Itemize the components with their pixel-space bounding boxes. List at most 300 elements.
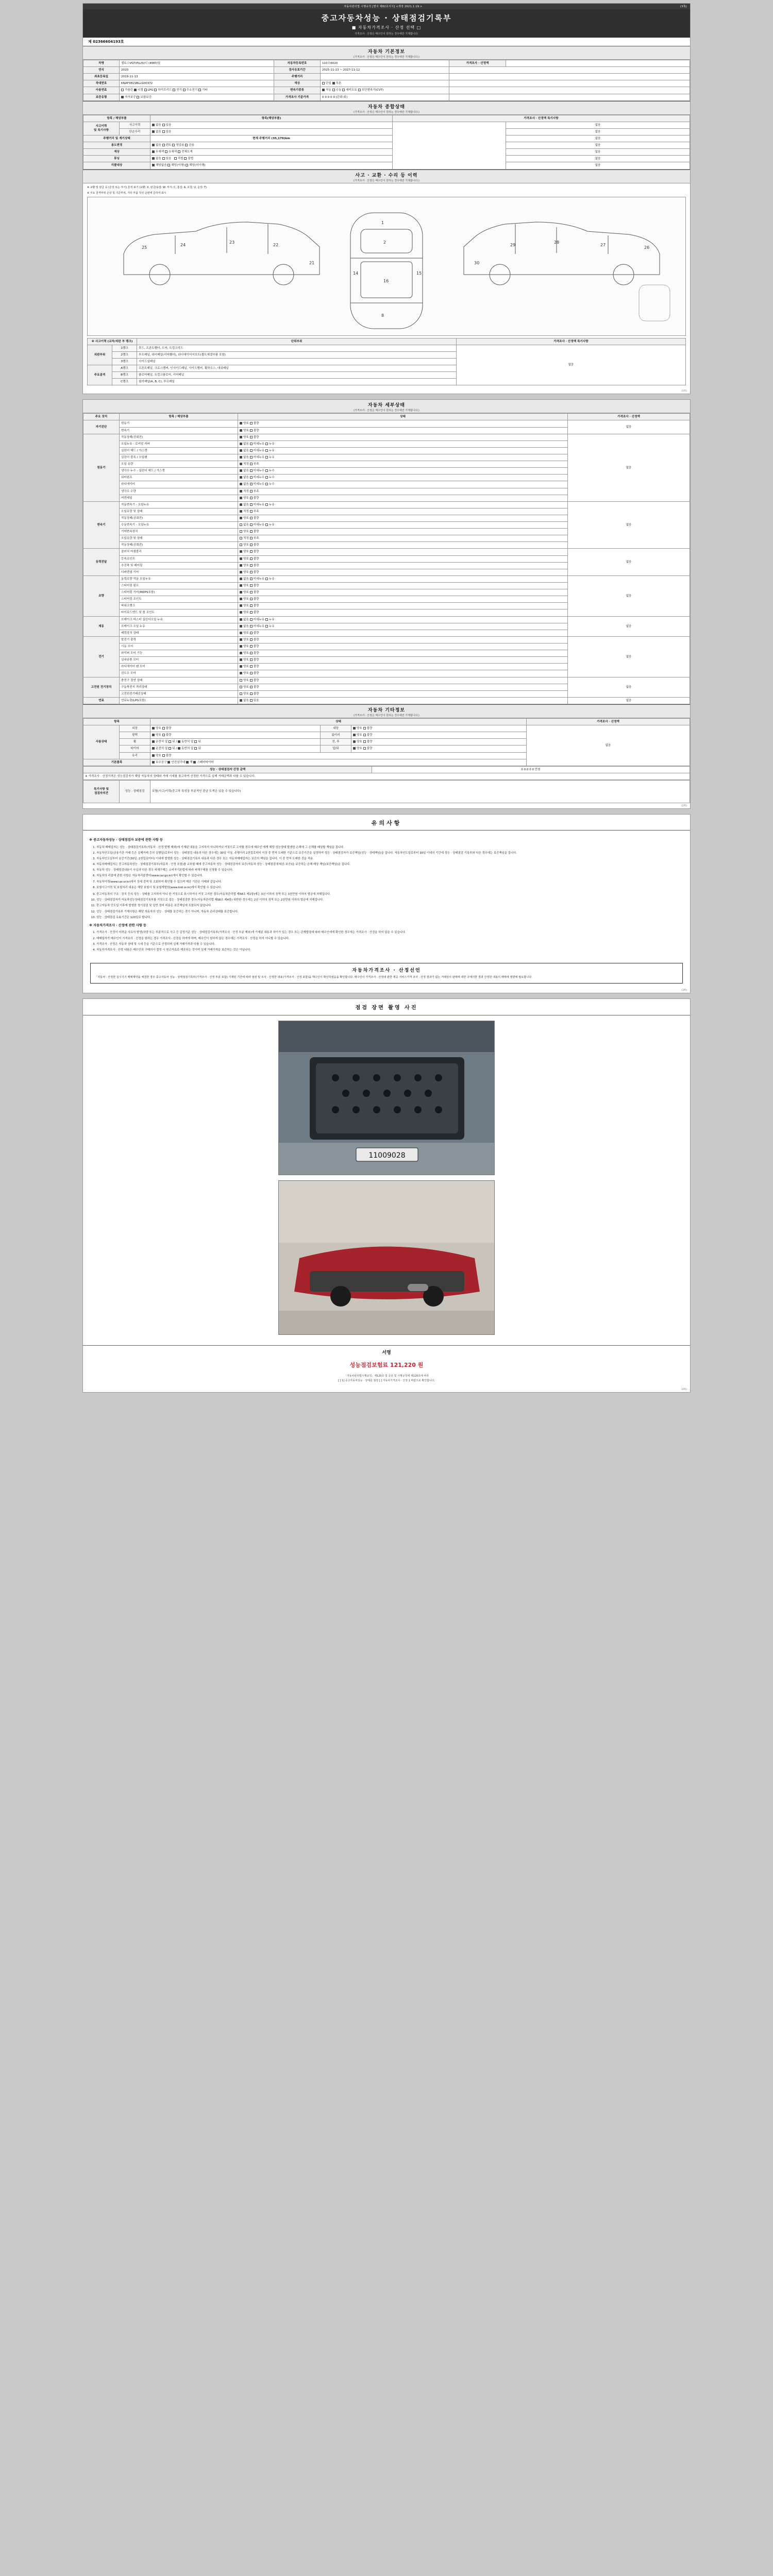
special-note-value: 보험(사고)이력(중고차 특성상 부분적인 판금 도색은 있을 수 있습니다) bbox=[150, 780, 690, 803]
checkbox-none[interactable] bbox=[240, 578, 242, 580]
checkbox-bad[interactable] bbox=[250, 665, 253, 668]
checkbox-use-gov[interactable] bbox=[185, 144, 188, 146]
detail-state-6-2: 양호 불량 bbox=[238, 650, 568, 657]
checkbox-fuel-hybrid[interactable] bbox=[154, 89, 157, 91]
etc-col-item: 항목 bbox=[83, 719, 150, 725]
checkbox-proper[interactable] bbox=[240, 510, 242, 513]
detail-state-1-2: 없음 미세누유 누유 bbox=[238, 447, 568, 454]
checkbox-fuel-gasoline[interactable] bbox=[121, 89, 124, 91]
detail-state-2-2: 양호 불량 bbox=[238, 515, 568, 521]
checkbox-wheel-pass-front[interactable] bbox=[178, 740, 180, 743]
checkbox-good[interactable] bbox=[240, 598, 242, 600]
table-row bbox=[83, 74, 690, 80]
checkbox-good[interactable] bbox=[240, 658, 242, 661]
checkbox-leak[interactable] bbox=[265, 476, 268, 479]
checkbox-bad[interactable] bbox=[250, 436, 253, 438]
checkbox-bad[interactable] bbox=[250, 517, 253, 519]
fee-value: 121,220 원 bbox=[390, 1362, 424, 1369]
checkbox-none[interactable] bbox=[240, 469, 242, 472]
checkbox-tuning-legal[interactable] bbox=[174, 157, 177, 160]
checkbox-recall-done[interactable] bbox=[167, 164, 170, 166]
fee-label: 성능점검보험료 bbox=[349, 1362, 388, 1369]
detail-state-1-6: 없음 미세누수 누수 bbox=[238, 474, 568, 481]
etc-col-state: 상태 bbox=[150, 719, 527, 725]
checkbox-none[interactable] bbox=[240, 443, 242, 445]
table-row bbox=[83, 156, 690, 162]
checkbox-good[interactable] bbox=[240, 557, 242, 560]
list-item: 2. 자동차인도일(금융기관 거래 등은 실제거래 등의 실행일)로부터 성능 · 상태점검 내용과 다른 경우에는 30일 이상, 주행거리 2천킬로미터 이상 중 먼저 도래한 기준으로 보증기간을 설정하여 성능 · 상태점검자가 보증책임(성능 · 상태책임)을 집니다. 자동차인도일로부터 30일 이내의 기간에 성능 · 상태점검 기록부와 다른 경우에는 보증책임을 집니다. bbox=[96, 851, 684, 856]
checkbox-none[interactable] bbox=[240, 618, 242, 621]
checkbox-micro[interactable] bbox=[250, 449, 253, 452]
checkbox-trans-manual[interactable] bbox=[332, 89, 335, 91]
checkbox-bad[interactable] bbox=[250, 584, 253, 587]
checkbox-good[interactable] bbox=[240, 591, 242, 594]
rank-panel-items-3: 사이드실패널 bbox=[137, 358, 457, 365]
bottom-note-line1: 「자동차관리법시행규칙」제120조 및 공단 및 시행규칙에 제120조에 따라 bbox=[344, 1375, 429, 1378]
checkbox-good[interactable] bbox=[240, 679, 242, 682]
checkbox-bad[interactable] bbox=[250, 550, 253, 553]
checkbox-recall-na[interactable] bbox=[152, 164, 155, 166]
checkbox-bad[interactable] bbox=[363, 747, 366, 750]
checkbox-bad[interactable] bbox=[162, 734, 165, 736]
detail-state-0-0: 양호 불량 bbox=[238, 420, 568, 427]
field-value-inspection: 2025-11-13 ~ 2027-11-12 bbox=[321, 67, 449, 74]
checkbox-good[interactable] bbox=[152, 727, 155, 730]
overall-col-price: 가격조사 · 산정액 특기사항 bbox=[393, 115, 690, 122]
field-label-trans: 변속기종류 bbox=[274, 87, 321, 94]
checkbox-good[interactable] bbox=[240, 530, 242, 533]
checkbox-none[interactable] bbox=[240, 449, 242, 452]
checkbox-low[interactable] bbox=[250, 490, 253, 493]
detail-state-6-3: 양호 불량 bbox=[238, 657, 568, 664]
svg-text:11009028: 11009028 bbox=[368, 1151, 406, 1160]
table-row bbox=[83, 773, 690, 779]
checkbox-good[interactable] bbox=[240, 544, 242, 546]
checkbox-micro[interactable] bbox=[250, 618, 253, 621]
list-item: 12. 성능 · 상태점검기록부 기재사항은 해당 자동차의 성능 · 상태를 보증하는 것이 아니며, 자동차 관리상태를 보증합니다. bbox=[96, 910, 684, 914]
section-etc-note: (가격조사 · 산정은 매수인이 원하는 경우에만 기재합니다.) bbox=[354, 714, 419, 717]
checkbox-bad[interactable] bbox=[363, 740, 366, 743]
checkbox-color-none[interactable] bbox=[152, 150, 155, 153]
checkbox-good[interactable] bbox=[353, 747, 356, 750]
detail-state-2-5: 적정 부족 bbox=[238, 535, 568, 542]
rank-col-price: 가격조사 · 산정액 특기사항 bbox=[457, 338, 686, 345]
checkbox-micro[interactable] bbox=[250, 483, 253, 485]
checkbox-bad[interactable] bbox=[250, 638, 253, 641]
checkbox-tire-front[interactable] bbox=[152, 747, 155, 750]
fuel-option-6: 기타 bbox=[202, 89, 208, 92]
checkbox-bad[interactable] bbox=[250, 679, 253, 682]
checkbox-good[interactable] bbox=[152, 734, 155, 736]
checkbox-yes[interactable] bbox=[250, 699, 253, 702]
detail-state-6-4: 양호 불량 bbox=[238, 664, 568, 670]
detail-state-2-3: 없음 미세누유 누유 bbox=[238, 522, 568, 529]
car-damage-diagram[interactable] bbox=[87, 197, 686, 336]
checkbox-good[interactable] bbox=[240, 497, 242, 499]
rank-frame-c: C랭크 bbox=[112, 379, 137, 385]
table-row bbox=[83, 501, 690, 508]
checkbox-good[interactable] bbox=[353, 740, 356, 743]
svg-text:24: 24 bbox=[180, 242, 186, 247]
svg-text:26: 26 bbox=[644, 245, 650, 250]
checkbox-bad[interactable] bbox=[250, 544, 253, 546]
checkbox-good[interactable] bbox=[240, 564, 242, 567]
checkbox-good[interactable] bbox=[240, 436, 242, 438]
detail-item-4-0: 동력조향 작동 오일누유 bbox=[120, 575, 238, 582]
detail-group-0: 자기진단 bbox=[83, 420, 120, 434]
checkbox-leak[interactable] bbox=[265, 443, 268, 445]
checkbox-micro[interactable] bbox=[250, 503, 253, 506]
checkbox-none[interactable] bbox=[240, 523, 242, 526]
checkbox-good[interactable] bbox=[240, 550, 242, 553]
detail-group-3: 동력전달 bbox=[83, 549, 120, 575]
checkbox-warranty-self[interactable] bbox=[121, 96, 124, 98]
table-row bbox=[83, 122, 690, 128]
detail-item-0-1: 변속기 bbox=[120, 427, 238, 434]
section-basic-info-header bbox=[83, 46, 690, 60]
checkbox-trans-cvt[interactable] bbox=[358, 89, 361, 91]
checkbox-color-full[interactable] bbox=[178, 150, 180, 153]
overall-note-6: 없음 bbox=[506, 162, 690, 169]
checkbox-none[interactable] bbox=[240, 456, 242, 459]
detail-state-4-1: 양호 불량 bbox=[238, 583, 568, 589]
checkbox-trans-semi[interactable] bbox=[342, 89, 345, 91]
table-row bbox=[83, 766, 690, 773]
checkbox-micro[interactable] bbox=[250, 625, 253, 628]
overall-note-3: 없음 bbox=[506, 142, 690, 149]
checkbox-leak[interactable] bbox=[265, 578, 268, 580]
table-row bbox=[83, 149, 690, 156]
table-row bbox=[83, 80, 690, 87]
photo-underbody-front[interactable] bbox=[278, 1021, 495, 1175]
price-col-cell-1 bbox=[506, 60, 690, 67]
checkbox-none[interactable] bbox=[240, 625, 242, 628]
table-row bbox=[83, 128, 690, 135]
checkbox-bad[interactable] bbox=[250, 632, 253, 634]
checkbox-good[interactable] bbox=[240, 571, 242, 573]
checkbox-leak[interactable] bbox=[265, 503, 268, 506]
field-value-vin: KNAF381SBLLG00372 bbox=[120, 80, 274, 87]
checkbox-micro[interactable] bbox=[250, 476, 253, 479]
special-note-sub: 성능 · 상태점검 bbox=[120, 780, 150, 803]
row-label-usechange: 용도변경 bbox=[83, 142, 150, 149]
field-label-plate: 자동차등록번호 bbox=[274, 60, 321, 67]
detail-state-5-0: 없음 미세누유 누유 bbox=[238, 616, 568, 623]
checkbox-good[interactable] bbox=[240, 422, 242, 425]
etc-label-basic-items: 기본품목 bbox=[83, 759, 150, 766]
checkbox-good[interactable] bbox=[240, 632, 242, 634]
checkbox-good[interactable] bbox=[240, 429, 242, 432]
detail-item-7-1: 구동축전지 격리상태 bbox=[120, 684, 238, 690]
checkbox-trans-auto[interactable] bbox=[322, 89, 325, 91]
list-item: 6. 자동차의 리콜에 관한 사항은 자동차리콜센터(www.car.go.kr)에서 확인할 수 있습니다. bbox=[96, 874, 684, 878]
table-header-row bbox=[83, 115, 690, 122]
list-item: 1. 가격조사 · 산정이 어려운 사유의 발생(차량 또는 부분적으로 사고 등 감정기준 성능 · 상태점검기록부(가격조사 · 산정 부분 제외)에 기재된 내용과 차이가 있는 경우 또는 관계법령에 따라 매수인에게 확인한 경우에는 가격조사 · 산정을 하지 않을 수 있습니다. bbox=[96, 930, 684, 935]
checkbox-tire-pass-rear[interactable] bbox=[194, 747, 197, 750]
checkbox-good[interactable] bbox=[240, 517, 242, 519]
fuel-option-2: LPG bbox=[147, 89, 154, 92]
detail-state-6-5: 양호 불량 bbox=[238, 670, 568, 677]
checkbox-leak[interactable] bbox=[265, 449, 268, 452]
price-col-cell-3 bbox=[449, 74, 690, 80]
detail-group-7: 고전원 전기장치 bbox=[83, 677, 120, 697]
checkbox-bad[interactable] bbox=[250, 645, 253, 648]
table-row bbox=[83, 575, 690, 582]
checkbox-none[interactable] bbox=[240, 503, 242, 506]
checkbox-bad[interactable] bbox=[250, 564, 253, 567]
checkbox-accident-yes[interactable] bbox=[162, 124, 165, 126]
section-basic-title: 자동차 기본정보 bbox=[368, 49, 405, 55]
checkbox-good[interactable] bbox=[240, 611, 242, 614]
detail-price-4: 없음 bbox=[568, 575, 690, 616]
detail-state-7-0: 양호 불량 bbox=[238, 677, 568, 684]
checkbox-bad[interactable] bbox=[250, 692, 253, 695]
checkbox-leak[interactable] bbox=[265, 469, 268, 472]
rank-group-panel: 외판부위 bbox=[88, 345, 112, 365]
detail-state-8-0: 없음 있음 bbox=[238, 697, 568, 704]
checkbox-bad[interactable] bbox=[363, 734, 366, 736]
detail-item-4-5: 타이로드엔드 및 볼 조인트 bbox=[120, 609, 238, 616]
svg-text:15: 15 bbox=[416, 270, 422, 276]
checkbox-bad[interactable] bbox=[250, 422, 253, 425]
notice-title: 유의사항 bbox=[83, 815, 690, 831]
detail-item-3-2: 추진축 및 베어링 bbox=[120, 562, 238, 569]
svg-text:27: 27 bbox=[600, 242, 606, 247]
checkbox-good[interactable] bbox=[240, 638, 242, 641]
list-item: 4. 자동차매매업자는 중고자동차성능 · 상태점검기록부(자동차 · 산정 포함)를 교부할 때에 중고자동차 성능 · 상태점검자의 보증(자동차 성능 · 상태점검에 따른 보증)을 보증하는 손해 배상 책임(보증책임)을 집니다. bbox=[96, 862, 684, 867]
checkbox-bad[interactable] bbox=[250, 686, 253, 688]
checkbox-fuel-ev[interactable] bbox=[173, 89, 175, 91]
checkbox-warranty-ins[interactable] bbox=[137, 96, 139, 98]
etc-label-wheel2: 전, 후 bbox=[321, 739, 351, 745]
checkbox-bad[interactable] bbox=[250, 611, 253, 614]
page-footer-3: (3쪽) bbox=[681, 989, 687, 992]
price-summary-note: ※ 가격조사 · 산정가격은 성능점검자가 해당 자동차의 상태와 거래 시세를 참고하여 산정한 가격으로 실제 거래금액과 다를 수 있습니다. bbox=[83, 773, 690, 779]
table-row bbox=[88, 345, 686, 351]
checkbox-good[interactable] bbox=[240, 692, 242, 695]
checkbox-spare[interactable] bbox=[193, 761, 196, 764]
checkbox-tuning-illegal[interactable] bbox=[184, 157, 187, 160]
checkbox-good[interactable] bbox=[240, 604, 242, 607]
detail-item-6-1: 시동 모터 bbox=[120, 643, 238, 650]
table-row bbox=[83, 434, 690, 440]
checkbox-bad[interactable] bbox=[162, 727, 165, 730]
checkbox-recall-undone[interactable] bbox=[186, 164, 188, 166]
checkbox-wheel-front-good[interactable] bbox=[152, 740, 155, 743]
document-number-row bbox=[83, 38, 690, 46]
overall-note-4: 없음 bbox=[506, 149, 690, 156]
basic-item-1: 안전삼각대 bbox=[171, 760, 186, 764]
checkbox-leak[interactable] bbox=[265, 618, 268, 621]
checkbox-wheel-rear[interactable] bbox=[169, 740, 171, 743]
checkbox-proper[interactable] bbox=[240, 490, 242, 493]
checkbox-fuel-lpg[interactable] bbox=[144, 89, 147, 91]
checkbox-good[interactable] bbox=[240, 645, 242, 648]
checkbox-color-chroma[interactable] bbox=[165, 150, 167, 153]
detail-item-1-3: 실린더 블록 / 오일팬 bbox=[120, 454, 238, 461]
checkbox-proper[interactable] bbox=[240, 537, 242, 539]
checkbox-bad[interactable] bbox=[250, 497, 253, 499]
checkbox-leak[interactable] bbox=[265, 625, 268, 628]
price-col-header: 가격조사 · 산정액 bbox=[449, 60, 506, 67]
checkbox-good[interactable] bbox=[240, 686, 242, 688]
checkbox-bad[interactable] bbox=[162, 754, 165, 757]
checkbox-none[interactable] bbox=[240, 699, 242, 702]
checkbox-fuel-etc[interactable] bbox=[198, 89, 201, 91]
checkbox-tuning-none[interactable] bbox=[152, 157, 155, 160]
detail-item-4-3: 스티어링 조인트 bbox=[120, 596, 238, 603]
overall-state-table bbox=[83, 115, 690, 170]
signature-title: 서명 bbox=[83, 1345, 690, 1359]
checkbox-use-none[interactable] bbox=[152, 144, 155, 146]
checkbox-tire-pass-front[interactable] bbox=[178, 747, 180, 750]
field-label-fuel: 사용연료 bbox=[83, 87, 120, 94]
detail-item-2-0: 자동변속기 - 오일누유 bbox=[120, 501, 238, 508]
checkbox-micro[interactable] bbox=[250, 578, 253, 580]
etc-label-polish: 광택 bbox=[120, 732, 150, 739]
table-row bbox=[83, 60, 690, 67]
checkbox-none[interactable] bbox=[240, 476, 242, 479]
checkbox-micro[interactable] bbox=[250, 443, 253, 445]
detail-item-4-4: 파워크랭크 bbox=[120, 603, 238, 609]
section-accident-header bbox=[83, 170, 690, 183]
checkbox-bad[interactable] bbox=[250, 658, 253, 661]
row-value-tuning: 없음 있음 적법 불법 bbox=[150, 156, 393, 162]
etc-label-wheel: 휠 bbox=[120, 739, 150, 745]
checkbox-proper[interactable] bbox=[240, 463, 242, 465]
checkbox-fuel-diesel[interactable] bbox=[134, 89, 137, 91]
price-survey-note: 가격조사 · 산정은 매수인이 원하는 경우에만 기재합니다. bbox=[355, 32, 418, 36]
checkbox-low[interactable] bbox=[250, 463, 253, 465]
detail-item-6-4: 라디에이터 팬 모터 bbox=[120, 664, 238, 670]
detail-item-6-2: 와이퍼 모터 기능 bbox=[120, 650, 238, 657]
detail-item-5-2: 배력장치 상태 bbox=[120, 630, 238, 636]
diagram-legend-1: ※ 교환 및 판금 등 (손상 또는 부식) 흔적 표기 (교환: X, 판금/용접: W, 부식: C, 흠집: A, 요철: U, 손상: T) bbox=[87, 185, 207, 189]
checkbox-triangle[interactable] bbox=[167, 761, 170, 764]
row-value-recall: 해당없음 해당(이행) 해당(미이행) bbox=[150, 162, 393, 169]
trans-option-0: 자동 bbox=[326, 89, 331, 92]
detail-col-item: 항목 / 해당부품 bbox=[120, 414, 238, 420]
detail-state-7-2: 양호 불량 bbox=[238, 690, 568, 697]
row-value-usechange: 없음 렌트 영업용 관용 bbox=[150, 142, 393, 149]
list-item: 9. 중고자동차의 구조 · 장치 등의 성능 · 상태를 고지하지 아니 한 거짓으로 표시하거나 거짓 고지한 경우(자동차관리법 제58조 제1항)에는 3년 이하의 징역 또는 3천만원 이하의 벌금에 처해집니다. bbox=[96, 892, 684, 897]
checkbox-micro[interactable] bbox=[250, 469, 253, 472]
price-col-cell-2 bbox=[449, 67, 690, 74]
fuel-option-5: 수소전기 bbox=[186, 89, 198, 92]
checkbox-good[interactable] bbox=[152, 754, 155, 757]
checkbox-simple-none[interactable] bbox=[152, 130, 155, 133]
checkbox-leak[interactable] bbox=[265, 483, 268, 485]
checkbox-tool[interactable] bbox=[152, 761, 155, 764]
row-value-accident: 없음 있음 bbox=[150, 122, 393, 128]
detail-state-2-6: 양호 불량 bbox=[238, 542, 568, 549]
svg-text:22: 22 bbox=[273, 242, 279, 247]
etc-group-usage: 사용상태 bbox=[83, 725, 120, 759]
checkbox-leak[interactable] bbox=[265, 523, 268, 526]
svg-text:14: 14 bbox=[353, 270, 359, 276]
checkbox-good[interactable] bbox=[240, 665, 242, 668]
detail-item-1-1: 오일누유 - 로커암 커버 bbox=[120, 440, 238, 447]
checkbox-low[interactable] bbox=[250, 537, 253, 539]
checkbox-color-two[interactable] bbox=[332, 82, 335, 84]
checkbox-use-biz[interactable] bbox=[172, 144, 175, 146]
detail-col-price: 가격조사 · 산정액 bbox=[568, 414, 690, 420]
checkbox-simple-yes[interactable] bbox=[162, 130, 165, 133]
table-row bbox=[83, 697, 690, 704]
checkbox-bad[interactable] bbox=[250, 591, 253, 594]
detail-state-4-0: 없음 미세누유 누유 bbox=[238, 575, 568, 582]
section-etc-header bbox=[83, 704, 690, 718]
checkbox-micro[interactable] bbox=[250, 523, 253, 526]
field-value-fuel bbox=[120, 87, 274, 94]
checkbox-bad[interactable] bbox=[250, 672, 253, 674]
checkbox-fuel-h2[interactable] bbox=[183, 89, 186, 91]
detail-item-1-4: 오일 유량 bbox=[120, 461, 238, 468]
checkbox-bad[interactable] bbox=[250, 598, 253, 600]
checkbox-none[interactable] bbox=[240, 483, 242, 485]
checkbox-tire-rear[interactable] bbox=[169, 747, 171, 750]
checkbox-bad[interactable] bbox=[250, 604, 253, 607]
photo-underbody-rear[interactable] bbox=[278, 1180, 495, 1335]
overall-note-0: 없음 bbox=[506, 122, 690, 128]
field-value-color: 단일 투톤 bbox=[321, 80, 449, 87]
rank-frame-a: A랭크 bbox=[112, 365, 137, 371]
table-row bbox=[83, 780, 690, 803]
checkbox-wheel-pass-rear[interactable] bbox=[194, 740, 197, 743]
detail-state-5-1: 없음 미세누유 누유 bbox=[238, 623, 568, 630]
list-item: 11. 중고자동차 인도일 이후에 발생한 정기점검 및 일반 정비 비용은 보증책임에 포함되지 않습니다. bbox=[96, 904, 684, 908]
checkbox-good[interactable] bbox=[240, 584, 242, 587]
checkbox-tuning-yes[interactable] bbox=[162, 157, 165, 160]
list-item: 7. 자동차이력(www.car.or.kr)에서 상세 검색 및 조회하여 확인할 수 있으며 제공 기관은 아래와 같습니다. bbox=[96, 880, 684, 885]
field-value-warranty: 자가보증 보험보증 bbox=[120, 94, 274, 100]
checkbox-micro[interactable] bbox=[250, 456, 253, 459]
section-detail-title: 자동차 세부상태 bbox=[368, 403, 405, 409]
svg-text:8: 8 bbox=[381, 313, 384, 318]
checkbox-leak[interactable] bbox=[265, 456, 268, 459]
checkbox-bad[interactable] bbox=[250, 429, 253, 432]
checkbox-bad[interactable] bbox=[250, 652, 253, 654]
detail-state-1-5: 없음 미세누수 누수 bbox=[238, 468, 568, 474]
checkbox-good[interactable] bbox=[353, 734, 356, 736]
checkbox-bad[interactable] bbox=[250, 530, 253, 533]
detail-item-0-0: 원동기 bbox=[120, 420, 238, 427]
checkbox-color-single[interactable] bbox=[322, 82, 325, 84]
checkbox-good[interactable] bbox=[353, 727, 356, 730]
detail-state-4-4: 양호 불량 bbox=[238, 603, 568, 609]
svg-text:16: 16 bbox=[383, 278, 389, 283]
checkbox-good[interactable] bbox=[240, 652, 242, 654]
photo-section-title: 점검 장면 촬영 사진 bbox=[83, 999, 690, 1015]
checkbox-bad[interactable] bbox=[250, 557, 253, 560]
rank-group-frame: 주요골격 bbox=[88, 365, 112, 385]
checkbox-accident-none[interactable] bbox=[152, 124, 155, 126]
detail-price-3: 없음 bbox=[568, 549, 690, 575]
detail-state-1-3: 없음 미세누유 누유 bbox=[238, 454, 568, 461]
checkbox-jack[interactable] bbox=[186, 761, 189, 764]
page-footer-4: (4쪽) bbox=[681, 1388, 687, 1392]
etc-label-interior: 내장 bbox=[321, 725, 351, 732]
checkbox-good[interactable] bbox=[240, 672, 242, 674]
list-item: 3. 자동차인도일부터 보증기간(30일, 2천킬로미터) 이내에 발생한 성능 · 상태점검기록부 내용과 다른 경우 또는 자동차매매업자는 보증의 책임을 집니다. 이 중 먼저 도래한 것을 적용. bbox=[96, 857, 684, 861]
checkbox-bad[interactable] bbox=[363, 727, 366, 730]
checkbox-bad[interactable] bbox=[250, 571, 253, 573]
table-row bbox=[83, 616, 690, 623]
checkbox-use-rent[interactable] bbox=[162, 144, 165, 146]
checkbox-low[interactable] bbox=[250, 510, 253, 513]
field-value-mileage bbox=[321, 74, 449, 80]
detail-group-6: 전기 bbox=[83, 636, 120, 677]
